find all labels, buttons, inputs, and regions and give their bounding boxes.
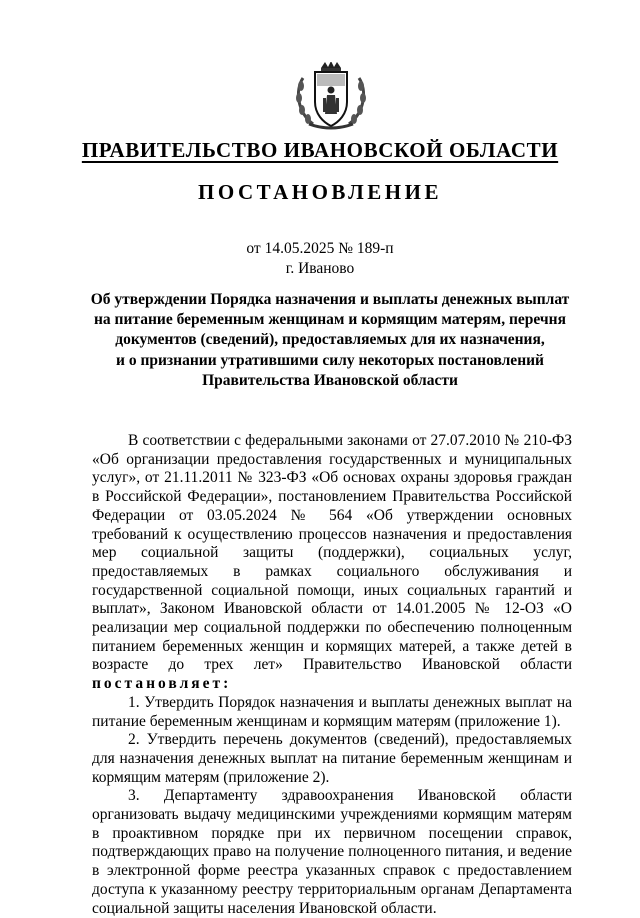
clause-2: 2. Утвердить перечень документов (сведений), предоставляемых для назначения денежных выплат на питание беременным женщинам и кормящим матерям (приложение 2).: [92, 731, 572, 786]
subject-line: Правительства Ивановской области: [202, 371, 458, 389]
document-type: ПОСТАНОВЛЕНИЕ: [198, 180, 442, 204]
document-body: [92, 432, 572, 918]
subject-line: и о признании утратившими силу некоторых постановлений: [116, 351, 544, 369]
clause-3: 3. Департаменту здравоохранения Ивановской области организовать выдачу медицинскими учреждениями кормящим матерям в проактивном порядке при их первичном посещении справок, подтверждающих право на получение полноценного питания, и ведение в электронной форме реестра указанных справок с предоставлением доступа к указанному реестру территориальным органам Департамента социальной защиты населения Ивановской области.: [92, 787, 572, 917]
subject-line: Об утверждении Порядка назначения и выплаты денежных выплат: [90, 291, 570, 308]
document-meta: [0, 239, 640, 279]
government-title: ПРАВИТЕЛЬСТВО ИВАНОВСКОЙ ОБЛАСТИ: [81, 138, 559, 162]
subject-line: на питание беременным женщинам и кормящим матерям, перечня: [94, 311, 566, 329]
document-city: г. Иваново: [285, 260, 355, 277]
document-date-number: от 14.05.2025 № 189-п: [246, 240, 394, 257]
clause-1: 1. Утвердить Порядок назначения и выплаты денежных выплат на питание беременным женщинам и кормящим матерям (приложение 1).: [92, 693, 572, 730]
preamble-paragraph: [92, 432, 572, 694]
document-subject: [90, 290, 570, 391]
preamble-text: В соответствии с федеральными законами от 27.07.2010 № 210-ФЗ «Об организации предоставления государственных и муниципальных услуг», от 21.11.2011 № 323-ФЗ «Об основах охраны здоровья граждан в Российской Федерации», постановлением Правительства Российской Федерации от 03.05.2024 № 564 «Об утверждении основных требований к осуществлению процессов назначения и предоставления мер социальной защиты (поддержки), социальных услуг, предоставляемых в рамках социального обслуживания и государственной социальной помощи, иных социальных гарантий и выплат», Законом Ивановской области от 14.01.2005 № 12-ОЗ «О реализации мер социальной поддержки по обеспечению полноценным питанием беременных женщин и кормящих матерей, а также детей в возрасте до трех лет» Правительство Ивановской области: [92, 432, 572, 674]
subject-line: документов (сведений), предоставляемых для их назначения,: [115, 331, 545, 349]
coat-of-arms-icon: [293, 62, 369, 130]
resolve-word: постановляет:: [92, 675, 232, 693]
